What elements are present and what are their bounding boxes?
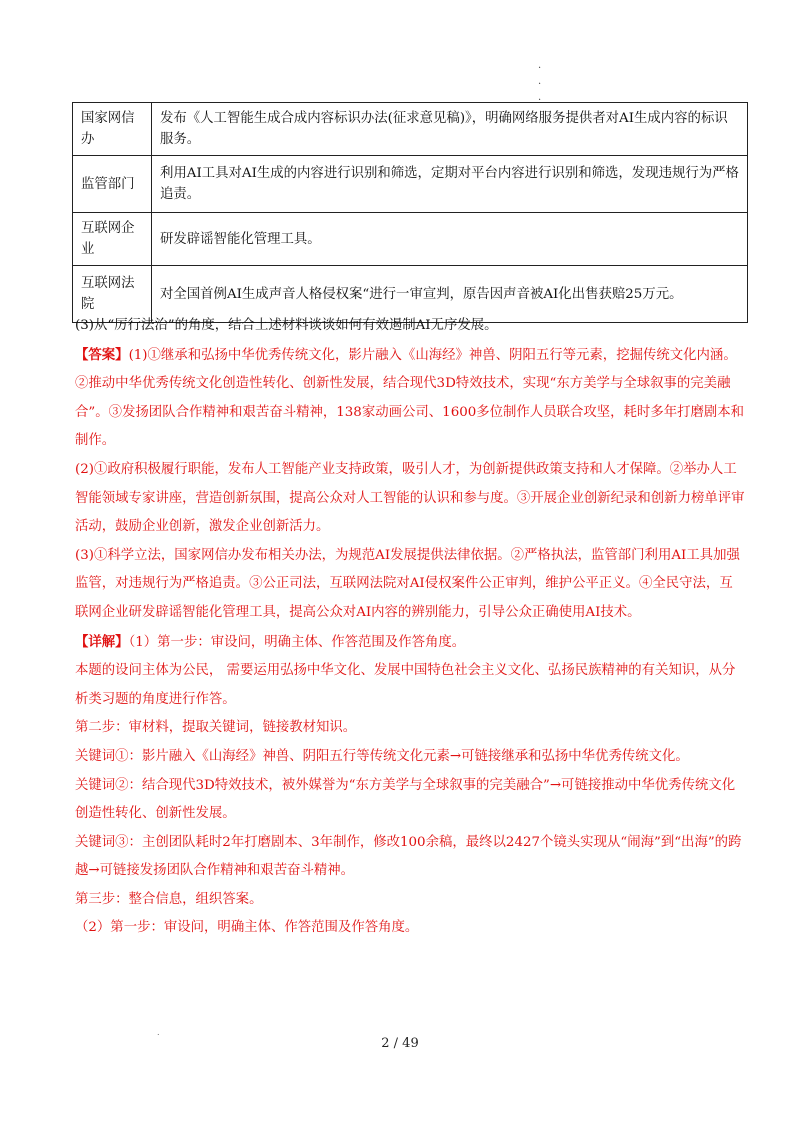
detail-label: 【详解】	[75, 633, 129, 650]
answer-text-1: (1)①继承和弘扬中华优秀传统文化，影片融入《山海经》神兽、阴阳五行等元素，挖掘传统文化内涵。②推动中华优秀传统文化创造性转化、创新性发展，结合现代3D特效技术，实现“东方美学与全球叙事的完美融合”。③发扬团队合作精神和艰苦奋斗精神，138家动画公司、1600多位制作人员联合攻坚，耗时多年打磨剧本和制作。	[75, 347, 745, 449]
corner-marks	[538, 58, 548, 106]
keyword-1: 关键词①：影片融入《山海经》神兽、阴阳五行等传统文化元素→可链接继承和弘扬中华优秀传统文化。	[75, 748, 689, 764]
corner-mark: .	[538, 76, 542, 87]
corner-mark: .	[538, 92, 542, 103]
main-content	[75, 312, 745, 943]
org-cell: 监管部门	[73, 156, 152, 213]
page-number: 2 / 49	[381, 1036, 419, 1051]
keyword-3: 关键词③：主创团队耗时2年打磨剧本、3年制作，修改100余稿，最终以2427个镜头实现从“闹海”到“出海”的跨越→可链接发扬团队合作精神和艰苦奋斗精神。	[75, 834, 742, 879]
detail-q2-step-1: （2）第一步：审设问，明确主体、作答范围及作答角度。	[75, 920, 419, 936]
detail-subject: 本题的设问主体为公民， 需要运用弘扬中华文化、发展中国特色社会主义文化、弘扬民族精神的有关知识，从分析类习题的角度进行作答。	[75, 663, 736, 707]
table-row	[73, 156, 748, 213]
footer-dot: .	[157, 1028, 160, 1037]
detail-step-1-text: （1）第一步：审设问，明确主体、作答范围及作答角度。	[128, 634, 466, 650]
org-cell: 互联网法院	[73, 266, 152, 323]
detail-step-1	[75, 628, 745, 658]
org-cell: 国家网信办	[73, 103, 152, 156]
material-table	[72, 102, 748, 323]
org-cell: 互联网企业	[73, 213, 152, 266]
answer-label: 【答案】	[75, 346, 129, 363]
table-row	[73, 213, 748, 266]
table-row	[73, 103, 748, 156]
detail-step-2: 第二步：审材料，提取关键词，链接教材知识。	[75, 720, 357, 736]
answer-paragraph-3: (3)①科学立法，国家网信办发布相关办法，为规范AI发展提供法律依据。②严格执法，监管部门利用AI工具加强监管，对违规行为严格追责。③公正司法，互联网法院对AI侵权案件公正审判，维护公平正义。④全民守法，互联网企业研发辟谣智能化管理工具，提高公众对AI内容的辨别能力，引导公众正确使用AI技术。	[75, 547, 740, 620]
corner-mark: .	[538, 60, 542, 71]
keyword-2: 关键词②：结合现代3D特效技术，被外媒誉为“东方美学与全球叙事的完美融合”→可链接推动中华优秀传统文化创造性转化、创新性发展。	[75, 777, 736, 822]
answer-paragraph-1	[75, 341, 745, 456]
content-cell: 发布《人工智能生成合成内容标识办法(征求意见稿)》，明确网络服务提供者对AI生成内容的标识服务。	[152, 103, 748, 156]
content-cell: 对全国首例AI生成声音人格侵权案“进行一审宣判，原告因声音被AI化出售获赔25万元。	[152, 266, 748, 323]
answer-paragraph-2: (2)①政府积极履行职能，发布人工智能产业支持政策，吸引人才，为创新提供政策支持和人才保障。②举办人工智能领域专家讲座，营造创新氛围，提高公众对人工智能的认识和参与度。③开展企业创新纪录和创新力榜单评审活动，鼓励企业创新，激发企业创新活力。	[75, 461, 745, 535]
content-cell: 研发辟谣智能化管理工具。	[152, 213, 748, 266]
detail-step-3: 第三步：整合信息，组织答案。	[75, 891, 263, 907]
question-3: (3)从“厉行法治”的角度，结合上述材料谈谈如何有效遏制AI无序发展。	[75, 318, 498, 333]
content-cell: 利用AI工具对AI生成的内容进行识别和筛选，定期对平台内容进行识别和筛选，发现违规行为严格追责。	[152, 156, 748, 213]
